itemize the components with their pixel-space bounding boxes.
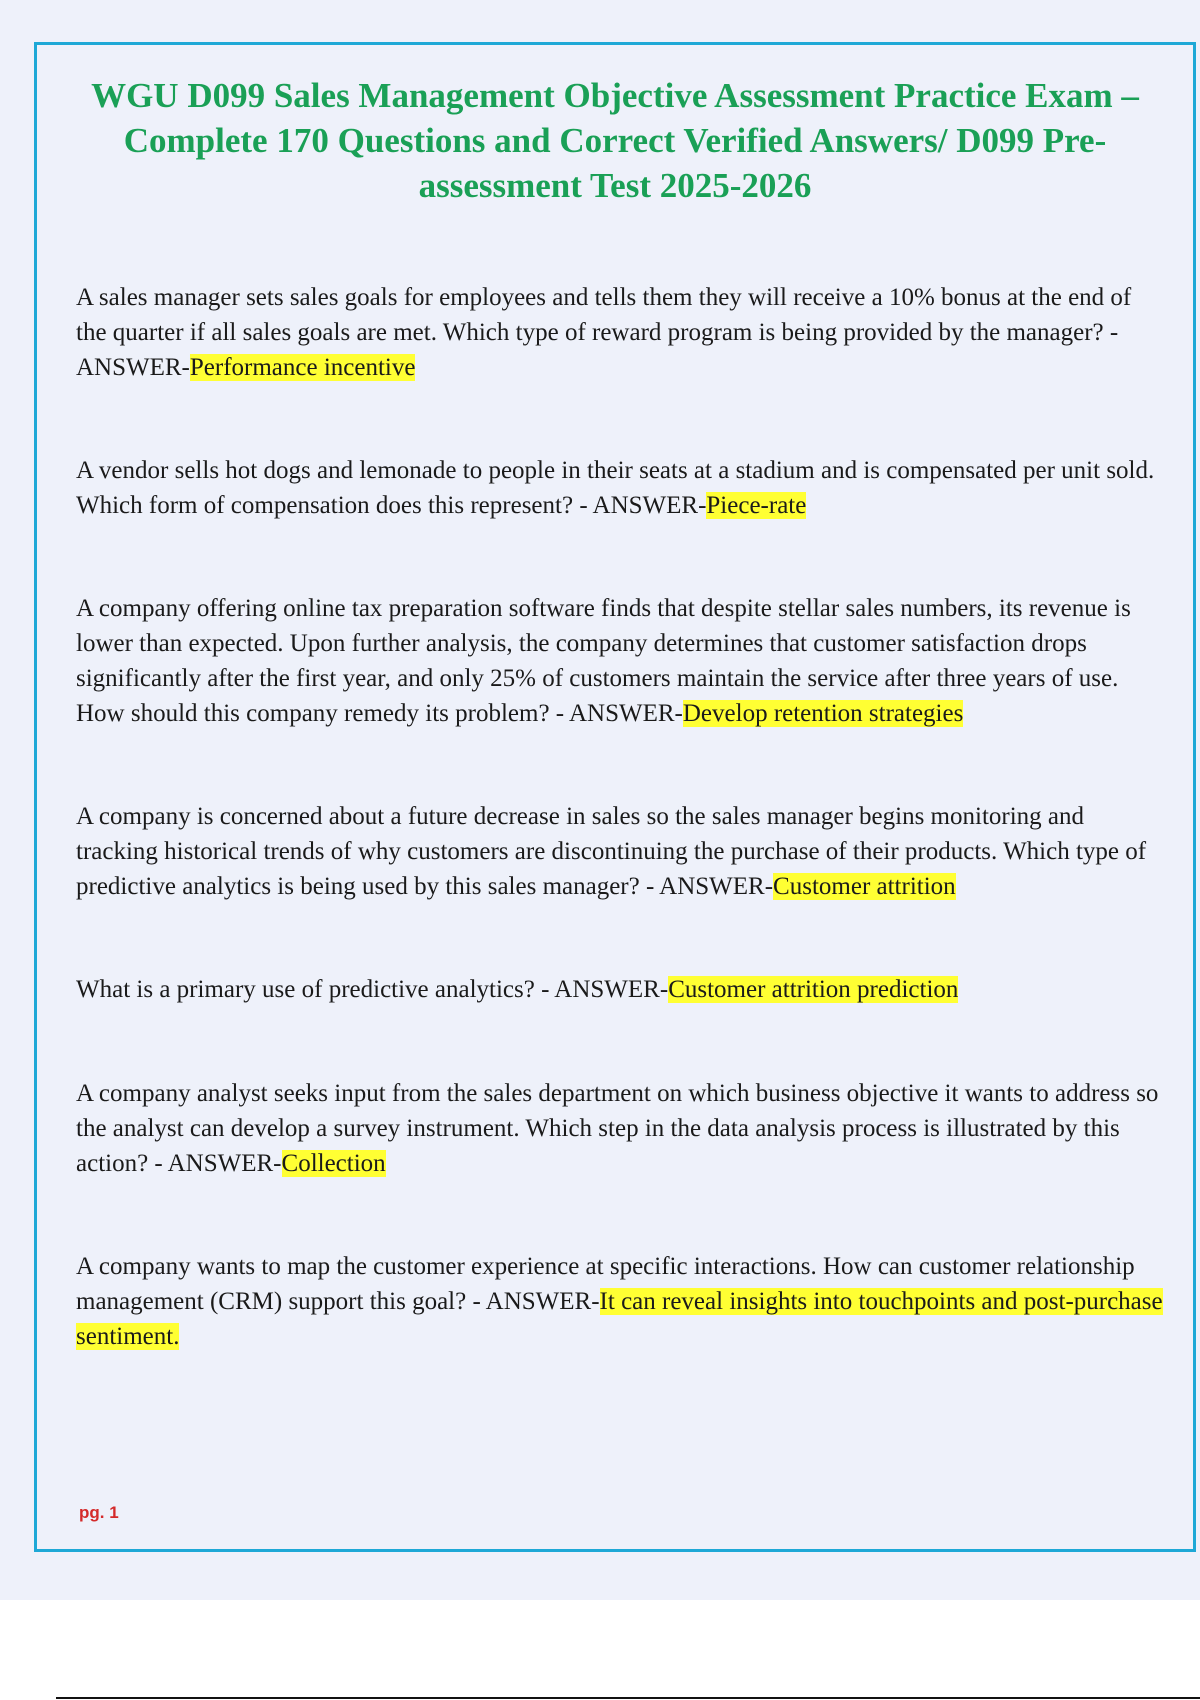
question-item: [76, 453, 1166, 523]
question-item: [76, 799, 1166, 904]
document-frame: [34, 42, 1196, 1552]
question-text: A sales manager sets sales goals for employees and tells them they will receive a 10% bonus at the end of the quarter if all sales goals are met. Which type of reward program is being provided by the manager? - ANSWER-: [76, 284, 1132, 381]
answer-highlight: Customer attrition prediction: [668, 976, 959, 1003]
question-text: What is a primary use of predictive analytics? - ANSWER-: [76, 976, 669, 1003]
question-item: [76, 591, 1166, 731]
question-item: [76, 1249, 1166, 1354]
answer-highlight: Collection: [281, 1150, 386, 1177]
footer-divider: [56, 1697, 1200, 1699]
answer-highlight: Performance incentive: [189, 354, 416, 381]
question-item: [76, 280, 1166, 385]
question-text: A company wants to map the customer experience at specific interactions. How can customer relationship management (CRM) support this goal? - ANSWER-: [76, 1253, 1135, 1315]
answer-highlight: Develop retention strategies: [682, 700, 964, 727]
answer-highlight: Customer attrition: [773, 873, 956, 900]
question-text: A company analyst seeks input from the sales department on which business objective it wants to address so the analyst can develop a survey instrument. Which step in the data analysis process is illustrated by this action? - ANSWER-: [76, 1080, 1159, 1177]
question-item: [76, 972, 1166, 1007]
question-list: [76, 280, 1166, 1354]
page-number: pg. 1: [79, 1503, 119, 1522]
answer-highlight: Piece-rate: [706, 492, 807, 519]
question-text: A company offering online tax preparation software finds that despite stellar sales numbers, its revenue is lower than expected. Upon further analysis, the company determines that customer satisfaction drops significantly after the first year, and only 25% of customers maintain the service after three years of use. How should this company remedy its problem? - ANSWER-: [76, 595, 1131, 727]
answer-highlight: It can reveal insights into touchpoints and post-purchase sentiment.: [76, 1288, 1163, 1350]
question-item: [76, 1076, 1166, 1181]
question-text: A vendor sells hot dogs and lemonade to people in their seats at a stadium and is compensated per unit sold. Which form of compensation does this represent? - ANSWER-: [76, 457, 1155, 519]
question-text: A company is concerned about a future decrease in sales so the sales manager begins monitoring and tracking historical trends of why customers are discontinuing the purchase of their products. Which type of predictive analytics is being used by this sales manager? - ANSWER-: [76, 803, 1147, 900]
document-title: WGU D099 Sales Management Objective Assessment Practice Exam – Complete 170 Questions and Correct Verified Answers/ D099 Pre-assessment Test 2025-2026: [91, 76, 1139, 205]
